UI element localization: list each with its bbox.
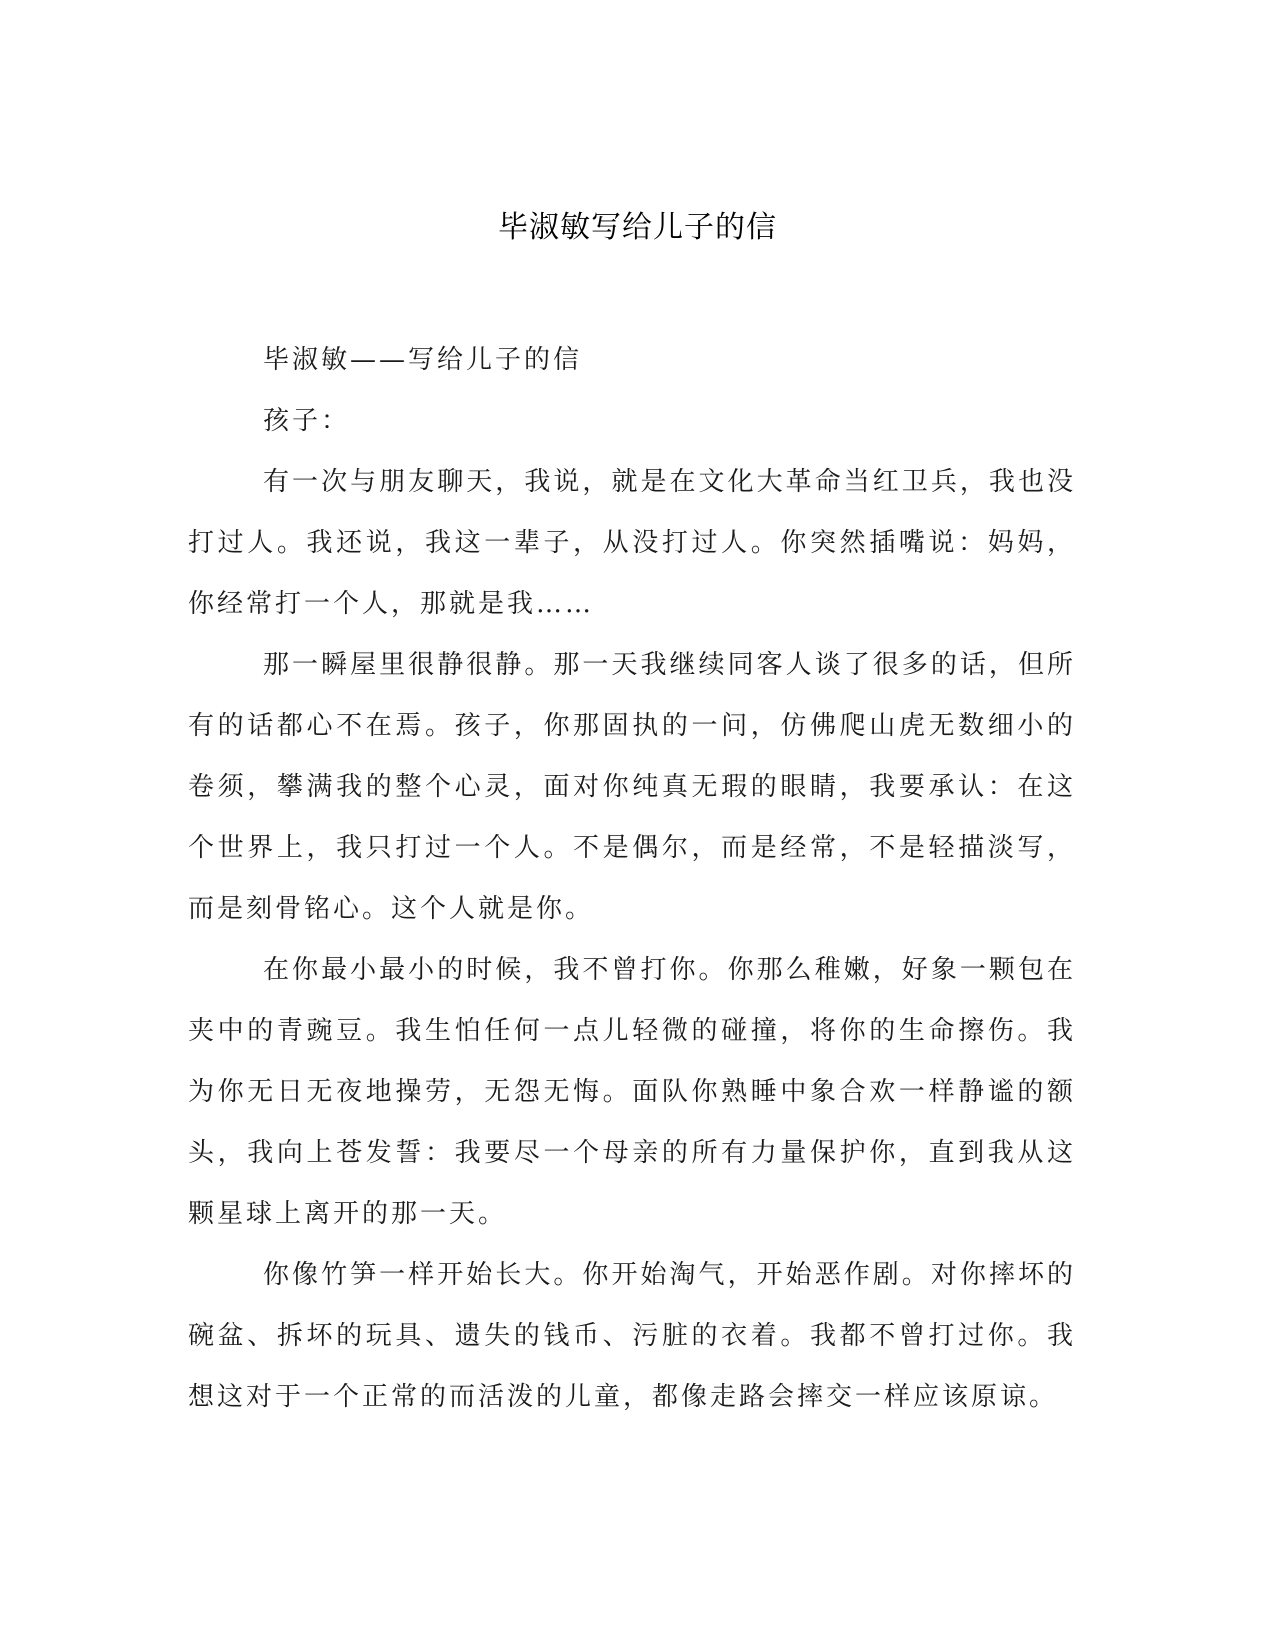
paragraph: 在你最小最小的时候，我不曾打你。你那么稚嫩，好象一颗包在夹中的青豌豆。我生怕任何一点儿轻微的碰撞，将你的生命擦伤。我为你无日无夜地操劳，无怨无悔。面队你熟睡中象合欢一样静谧的额头，我向上苍发誓：我要尽一个母亲的所有力量保护你，直到我从这颗星球上离开的那一天。 [188,955,1076,1229]
paragraph: 那一瞬屋里很静很静。那一天我继续同客人谈了很多的话，但所有的话都心不在焉。孩子，你那固执的一问，仿佛爬山虎无数细小的卷须，攀满我的整个心灵，面对你纯真无瑕的眼睛，我要承认：在这个世界上，我只打过一个人。不是偶尔，而是经常，不是轻描淡写，而是刻骨铭心。这个人就是你。 [188,650,1076,924]
subtitle-line: 毕淑敏——写给儿子的信 [263,345,583,375]
salutation: 孩子： [263,406,351,436]
document-title: 毕淑敏写给儿子的信 [498,210,777,245]
document-body [188,330,1076,1428]
paragraph: 有一次与朋友聊天，我说，就是在文化大革命当红卫兵，我也没打过人。我还说，我这一辈子，从没打过人。你突然插嘴说：妈妈，你经常打一个人，那就是我…… [188,467,1076,619]
paragraph: 你像竹笋一样开始长大。你开始淘气，开始恶作剧。对你摔坏的碗盆、拆坏的玩具、遗失的钱币、污脏的衣着。我都不曾打过你。我想这对于一个正常的而活泼的儿童，都像走路会摔交一样应该原谅。 [188,1260,1076,1412]
